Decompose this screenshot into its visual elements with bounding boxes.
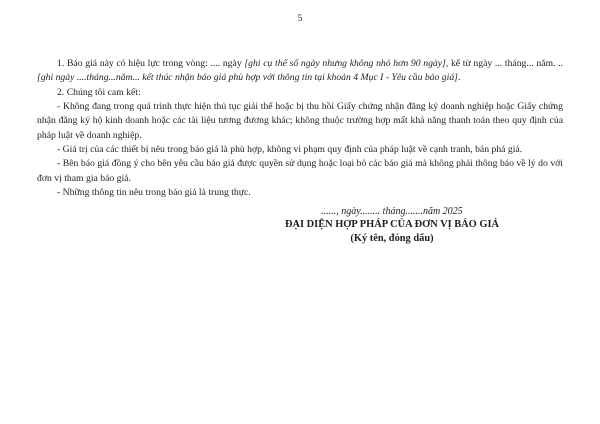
page-number: 5 [297,13,303,23]
bullet-price-compliance: - Giá trị của các thiết bị nêu trong báo giá là phù hợp, không vi phạm quy định của pháp luật về cạnh tranh, bán phá giá. [57,144,523,156]
validity-text-end: . [457,72,461,84]
validity-text-mid: , kể từ ngày ... tháng... năm. .. [445,58,563,69]
signature-title: ĐẠI DIỆN HỢP PHÁP CỦA ĐƠN VỊ BÁO GIÁ [285,219,499,230]
signature-date-line: ......, ngày........ tháng.......năm 2025 [321,206,463,217]
validity-text-lead: 1. Báo giá này có hiệu lực trong vòng: .... ngày [57,58,245,69]
bullet-no-dissolution: - Không đang trong quá trình thực hiện thủ tục giải thể hoặc bị thu hồi Giấy chứng nhận đăng ký doanh nghiệp hoặc Giấy chứng nhận đăng ký hộ kinh doanh hoặc các tài liệu tương đương khác; không thuộc trường hợp mất khả năng thanh toán theo quy định của pháp luật về doanh nghiệp. [37,101,563,141]
paragraph-validity [37,57,563,86]
validity-placeholder-days: [ghi cụ thể số ngày nhưng không nhỏ hơn 90 ngày] [244,58,446,69]
validity-placeholder-date: [ghi ngày ....tháng...năm... kết thúc nhận báo giá phù hợp với thông tin tại khoản 4 Mục I - Yêu cầu báo giá] [37,72,458,84]
signature-block [277,205,507,246]
bullet-truthfulness: - Những thông tin nêu trong báo giá là trung thực. [57,187,251,199]
paragraph-commitment-heading: 2. Chúng tôi cam kết: [57,86,141,98]
signature-note: (Ký tên, đóng dấu) [350,233,434,244]
document-body [37,57,563,200]
bullet-usage-rights: - Bên báo giá đồng ý cho bên yêu cầu báo giá được quyền sử dụng hoặc loại bỏ các báo giá mà không phải thông báo về lý do với đơn vị tham gia báo giá. [37,158,563,184]
